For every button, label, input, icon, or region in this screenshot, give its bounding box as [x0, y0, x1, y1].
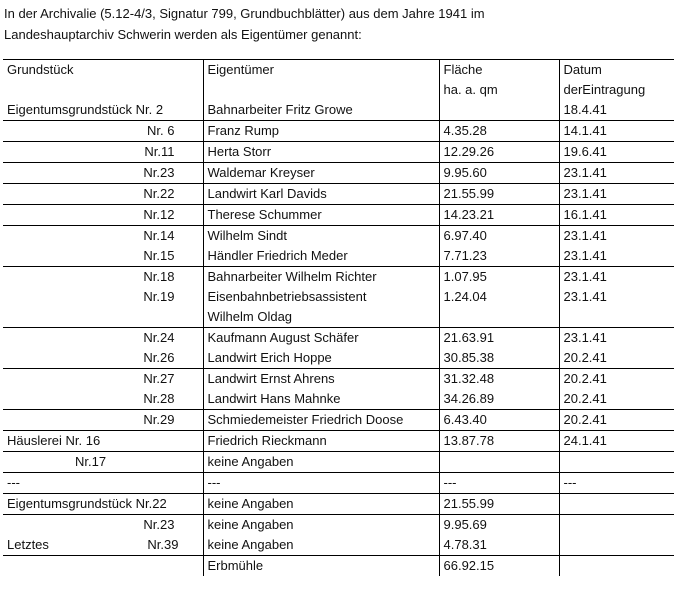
cell-eigentuemer: keine Angaben: [203, 535, 439, 556]
table-row: [3, 307, 674, 328]
cell-grundstueck: Nr.27: [3, 369, 203, 390]
header-flaeche-2: ha. a. qm: [439, 80, 559, 100]
table-row: [3, 556, 674, 577]
cell-grundstueck: Nr.18: [3, 267, 203, 288]
table-row: [3, 410, 674, 431]
cell-eigentuemer: Landwirt Ernst Ahrens: [203, 369, 439, 390]
cell-datum: 14.1.41: [559, 121, 674, 142]
cell-grundstueck: [3, 535, 203, 556]
header-flaeche-1: Fläche: [439, 60, 559, 81]
cell-grundstueck: Nr.28: [143, 391, 175, 406]
table-row: [3, 267, 674, 288]
cell-grundstueck: [3, 556, 203, 577]
cell-datum: [559, 452, 674, 473]
cell-flaeche: [439, 452, 559, 473]
cell-grundstueck: ---: [3, 473, 203, 494]
table-row: [3, 515, 674, 536]
table-header-row: [3, 60, 674, 81]
cell-datum: 16.1.41: [559, 205, 674, 226]
table-row: [3, 328, 674, 349]
cell-grundstueck: Nr.17: [3, 452, 203, 473]
cell-datum: 18.4.41: [559, 100, 674, 121]
table-row: [3, 163, 674, 184]
cell-datum: 23.1.41: [559, 226, 674, 247]
cell-grundstueck: Nr.29: [3, 410, 203, 431]
cell-flaeche: 34.26.89: [439, 389, 559, 410]
intro-text: [4, 3, 664, 45]
cell-flaeche: 7.71.23: [439, 246, 559, 267]
cell-eigentuemer: Wilhelm Sindt: [203, 226, 439, 247]
cell-flaeche: 6.43.40: [439, 410, 559, 431]
cell-eigentuemer: Herta Storr: [203, 142, 439, 163]
cell-eigentuemer: Therese Schummer: [203, 205, 439, 226]
cell-grundstueck: Nr.26: [143, 350, 175, 365]
cell-flaeche: ---: [439, 473, 559, 494]
cell-eigentuemer: Bahnarbeiter Fritz Growe: [203, 100, 439, 121]
table-row: [3, 473, 674, 494]
cell-datum: 24.1.41: [559, 431, 674, 452]
header-grundstueck: Grundstück: [3, 60, 203, 81]
cell-eigentuemer: Bahnarbeiter Wilhelm Richter: [203, 267, 439, 288]
cell-grundstueck: Nr.12: [3, 205, 203, 226]
cell-datum: 20.2.41: [559, 389, 674, 410]
cell-flaeche: 4.78.31: [439, 535, 559, 556]
owners-table: [3, 59, 674, 576]
cell-datum: [559, 556, 674, 577]
cell-datum: [559, 494, 674, 515]
cell-eigentuemer: keine Angaben: [203, 515, 439, 536]
cell-flaeche: 14.23.21: [439, 205, 559, 226]
cell-datum: 23.1.41: [559, 267, 674, 288]
table-row: [3, 535, 674, 556]
cell-datum: 19.6.41: [559, 142, 674, 163]
cell-eigentuemer: Landwirt Erich Hoppe: [203, 348, 439, 369]
cell-grundstueck: Nr.24: [3, 328, 203, 349]
table-row: [3, 431, 674, 452]
cell-flaeche: 1.24.04: [439, 287, 559, 307]
cell-grundstueck: Eigentumsgrundstück Nr. 2: [7, 102, 164, 117]
cell-eigentuemer: Erbmühle: [203, 556, 439, 577]
header-blank: [3, 80, 203, 100]
cell-grundstueck: [3, 307, 203, 328]
cell-flaeche: 9.95.69: [439, 515, 559, 536]
table-row: [3, 348, 674, 369]
table-row: [3, 121, 674, 142]
cell-datum: 23.1.41: [559, 184, 674, 205]
cell-flaeche: 66.92.15: [439, 556, 559, 577]
cell-grundstueck: Nr.15: [143, 248, 175, 263]
cell-grundstueck: Nr.14: [3, 226, 203, 247]
cell-eigentuemer: Wilhelm Oldag: [203, 307, 439, 328]
table-row: [3, 184, 674, 205]
table-row: [3, 142, 674, 163]
cell-eigentuemer: keine Angaben: [203, 494, 439, 515]
cell-eigentuemer: Landwirt Karl Davids: [203, 184, 439, 205]
table-row: [3, 246, 674, 267]
cell-eigentuemer: Eisenbahnbetriebsassistent: [203, 287, 439, 307]
cell-grundstueck: Nr.23: [3, 515, 203, 536]
cell-flaeche: [439, 100, 559, 121]
cell-flaeche: 30.85.38: [439, 348, 559, 369]
table-row: [3, 100, 674, 121]
cell-eigentuemer: Waldemar Kreyser: [203, 163, 439, 184]
cell-datum: [559, 535, 674, 556]
table-row: [3, 452, 674, 473]
cell-eigentuemer: keine Angaben: [203, 452, 439, 473]
cell-eigentuemer: Schmiedemeister Friedrich Doose: [203, 410, 439, 431]
cell-flaeche: 6.97.40: [439, 226, 559, 247]
cell-eigentuemer: Franz Rump: [203, 121, 439, 142]
cell-flaeche: 21.63.91: [439, 328, 559, 349]
cell-eigentuemer: Friedrich Rieckmann: [203, 431, 439, 452]
table-row: [3, 389, 674, 410]
cell-flaeche: 31.32.48: [439, 369, 559, 390]
cell-grundstueck-left: Letztes: [7, 537, 49, 552]
cell-datum: 23.1.41: [559, 328, 674, 349]
intro-line-2: Landeshauptarchiv Schwerin werden als Eigentümer genannt:: [4, 27, 362, 42]
cell-grundstueck-right: Nr.39: [147, 537, 179, 552]
cell-grundstueck: Eigentumsgrundstück Nr.22: [3, 494, 203, 515]
intro-line-1: In der Archivalie (5.12-4/3, Signatur 799, Grundbuchblätter) aus dem Jahre 1941 im: [4, 6, 485, 21]
cell-datum: 20.2.41: [559, 369, 674, 390]
table-row: [3, 287, 674, 307]
cell-flaeche: 4.35.28: [439, 121, 559, 142]
cell-datum: 20.2.41: [559, 410, 674, 431]
cell-grundstueck: Nr. 6: [3, 121, 203, 142]
cell-eigentuemer: Kaufmann August Schäfer: [203, 328, 439, 349]
cell-datum: [559, 515, 674, 536]
cell-datum: 23.1.41: [559, 287, 674, 307]
table-header-row-2: [3, 80, 674, 100]
cell-datum: 23.1.41: [559, 246, 674, 267]
table-row: [3, 205, 674, 226]
cell-grundstueck: Häuslerei Nr. 16: [3, 431, 203, 452]
table-row: [3, 369, 674, 390]
cell-grundstueck: Nr.11: [3, 142, 203, 163]
cell-datum: 20.2.41: [559, 348, 674, 369]
table-row: [3, 226, 674, 247]
cell-datum: 23.1.41: [559, 163, 674, 184]
cell-datum: [559, 307, 674, 328]
cell-flaeche: 1.07.95: [439, 267, 559, 288]
cell-flaeche: 12.29.26: [439, 142, 559, 163]
cell-eigentuemer: Landwirt Hans Mahnke: [203, 389, 439, 410]
header-datum-1: Datum: [559, 60, 674, 81]
cell-flaeche: [439, 307, 559, 328]
cell-flaeche: 13.87.78: [439, 431, 559, 452]
cell-grundstueck: Nr.19: [143, 289, 175, 304]
cell-grundstueck: Nr.23: [3, 163, 203, 184]
header-datum-2: derEintragung: [559, 80, 674, 100]
cell-flaeche: 21.55.99: [439, 494, 559, 515]
cell-flaeche: 9.95.60: [439, 163, 559, 184]
cell-flaeche: 21.55.99: [439, 184, 559, 205]
header-blank: [203, 80, 439, 100]
table-row: [3, 494, 674, 515]
cell-eigentuemer: ---: [203, 473, 439, 494]
cell-grundstueck: Nr.22: [3, 184, 203, 205]
header-eigentuemer: Eigentümer: [203, 60, 439, 81]
cell-eigentuemer: Händler Friedrich Meder: [203, 246, 439, 267]
cell-datum: ---: [559, 473, 674, 494]
